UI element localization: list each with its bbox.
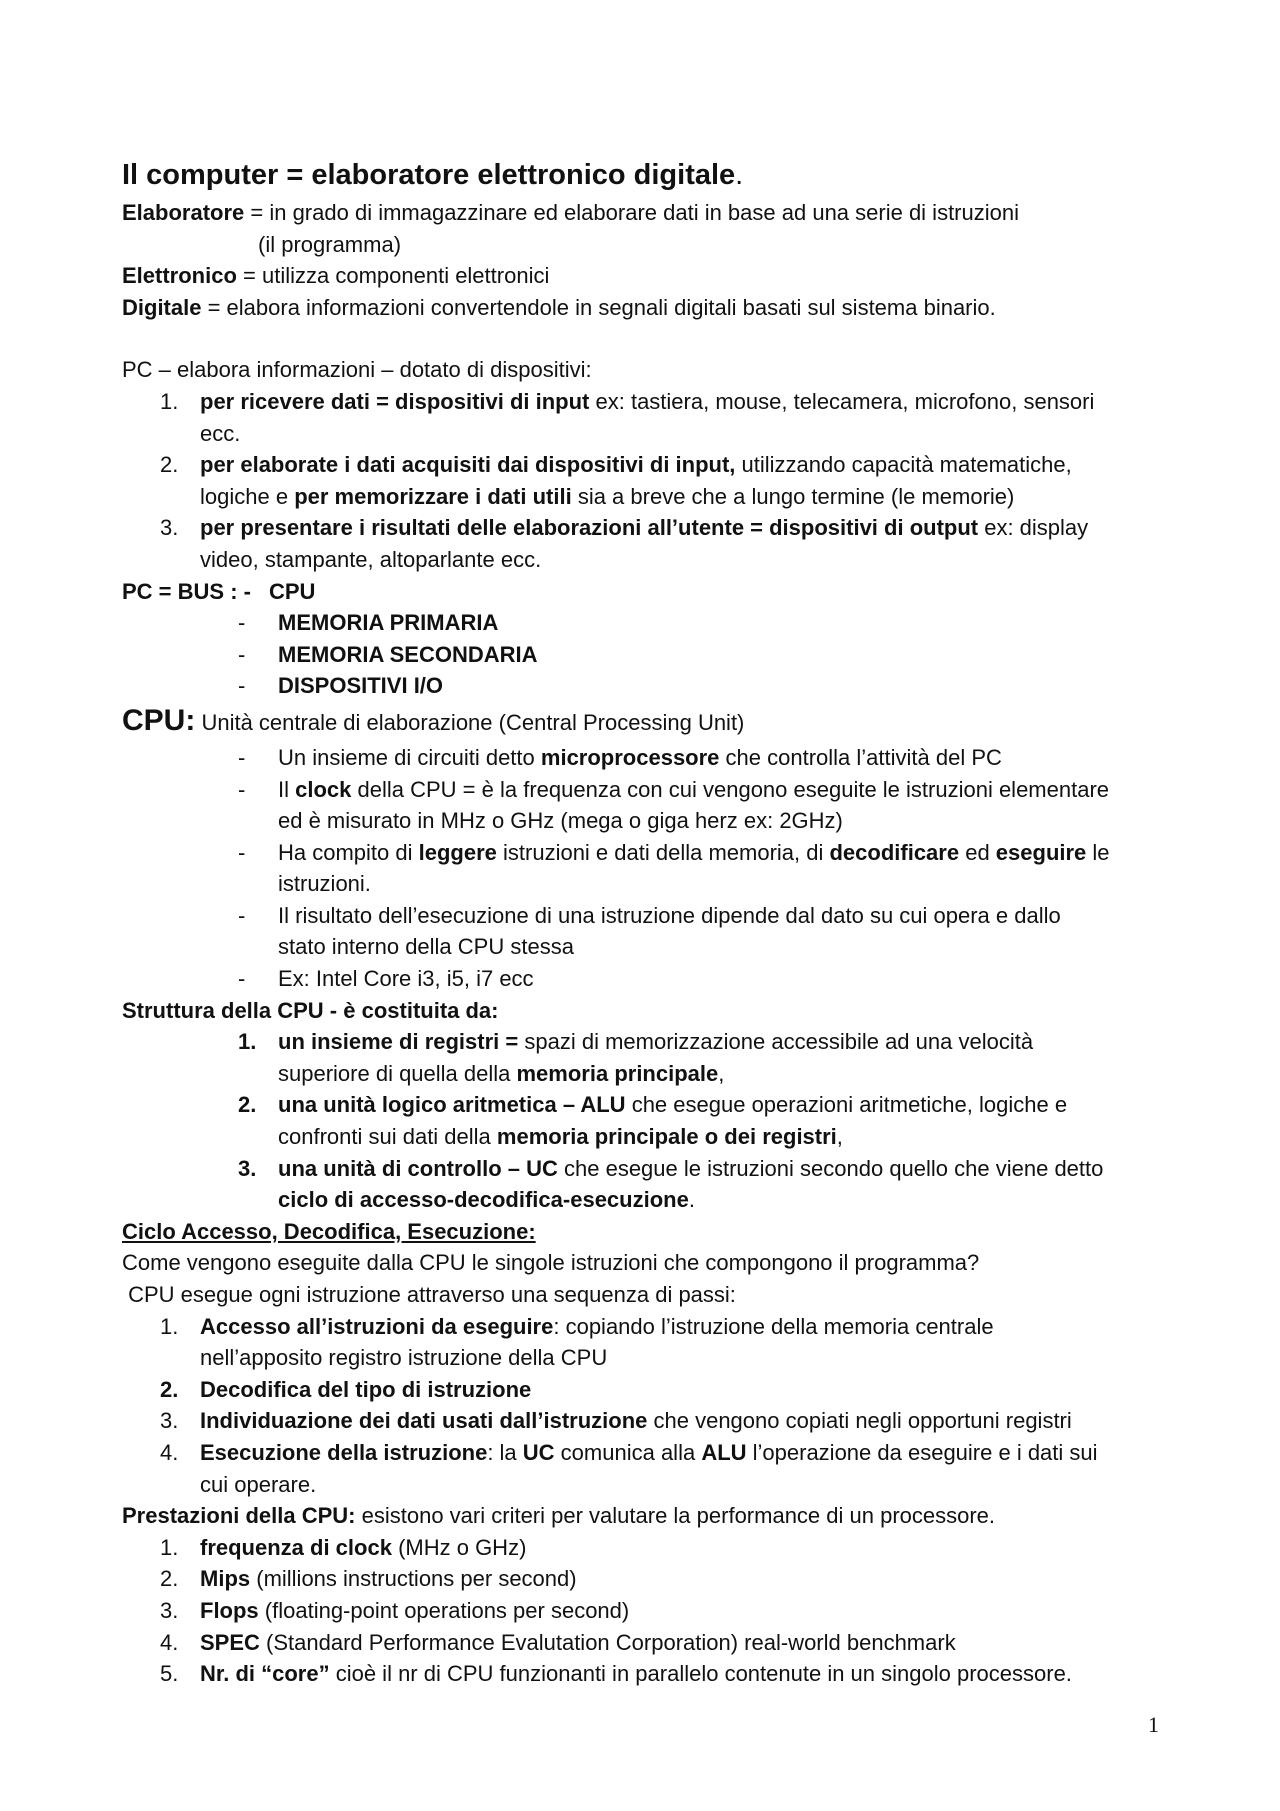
text-run: Mips [200,1566,251,1592]
text-run: per memorizzare i dati utili [294,483,572,509]
text-run: (MHz o GHz) [391,1534,527,1560]
document-body [122,155,1182,1690]
page-title [122,155,1182,195]
list-item [122,1532,1182,1564]
prestazioni-list [122,1532,1182,1690]
list-number: 1. [160,388,179,414]
ciclo-intro: CPU esegue ogni istruzione attraverso una sequenza di passi: [122,1282,736,1307]
text-run: che esegue operazioni aritmetiche, logiche e [625,1092,1068,1118]
bus-item: DISPOSITIVI I/O [278,673,444,699]
cpu-list [122,742,1182,995]
definition-elettronico [122,260,1182,292]
text-run: frequenza di clock [200,1534,392,1560]
list-item [122,1658,1182,1690]
text-run: ecc. [200,420,241,446]
list-item [122,1026,1182,1058]
text-run: nell’apposito registro istruzione della CPU [200,1345,608,1371]
text-run: Ex: Intel Core i3, i5, i7 ecc [278,966,534,992]
text-run: ALU [701,1439,747,1465]
text-run: Il [278,776,296,802]
text-run: un insieme di registri = [278,1029,519,1055]
text-run: superiore di quella della [278,1060,517,1086]
list-item [122,1405,1182,1437]
text-run: per elaborate i dati acquisiti dai dispositivi di input, [200,452,736,478]
text-run: Individuazione dei dati usati dall’istruzione [200,1408,648,1434]
text-run: . [688,1187,695,1213]
dash-bullet: - [238,966,246,992]
text-run: sia a breve che a lungo termine (le memorie) [571,483,1015,509]
text-run: : la [487,1439,523,1465]
list-item-continuation [122,1342,1182,1374]
text-run: della CPU = è la frequenza con cui vengono eseguite le istruzioni elementare [351,776,1110,802]
prestazioni-label: Prestazioni della CPU: [122,1503,356,1529]
text-run: (Standard Performance Evalutation Corporation) real-world benchmark [259,1629,956,1655]
dash-bullet: - [238,673,246,699]
list-number: 1. [160,1313,179,1339]
dash-item [122,774,1182,806]
title-period: . [735,159,744,191]
definition-text: = utilizza componenti elettronici [236,263,550,289]
definition-term: Digitale [122,294,202,320]
ciclo-list [122,1311,1182,1501]
bus-item: CPU [268,578,316,604]
pc-device-list [122,386,1182,576]
dash-item-continuation [122,805,1182,837]
list-item-continuation [122,1058,1182,1090]
list-item [122,386,1182,418]
text-run: logiche e [200,483,295,509]
text-run: istruzioni. [278,871,371,897]
text-run: cioè il nr di CPU funzionanti in parallelo contenute in un singolo processore. [329,1661,1072,1687]
cpu-heading-label: CPU: [122,703,196,737]
text-run: confronti sui dati della [278,1124,497,1150]
text-run: clock [295,776,352,802]
pc-intro: PC – elabora informazioni – dotato di dispositivi: [122,357,592,383]
dash-bullet: - [238,641,246,667]
dash-item-continuation [122,868,1182,900]
dash-bullet: - [238,744,246,770]
list-item [122,1437,1182,1469]
list-number: 1. [160,1534,179,1560]
definition-term: Elaboratore [122,200,245,225]
prestazioni-text: esistono vari criteri per valutare la performance di un processore. [355,1503,996,1529]
list-item-continuation [122,544,1182,576]
definition-term: Elettronico [122,263,237,289]
list-item [122,1374,1182,1406]
list-number: 4. [160,1629,179,1655]
text-run: Un insieme di circuiti detto [278,744,541,770]
text-run: eseguire [995,839,1087,865]
text-run: che esegue le istruzioni secondo quello che viene detto [557,1155,1104,1181]
definition-text: = elabora informazioni convertendole in segnali digitali basati sul sistema binario. [201,294,996,320]
bus-item: MEMORIA PRIMARIA [278,610,499,636]
text-run: stato interno della CPU stessa [278,934,574,960]
list-number: 2. [160,1566,179,1592]
text-run: Nr. di “core” [200,1661,330,1687]
text-run: (floating-point operations per second) [258,1597,630,1623]
text-run: video, stampante, altoparlante ecc. [200,546,542,572]
list-item [122,1089,1182,1121]
struttura-heading: Struttura della CPU - è costituita da: [122,997,499,1023]
text-run: Il risultato dell’esecuzione di una istruzione dipende dal dato su cui opera e dallo [278,902,1061,928]
list-item-continuation [122,1184,1182,1216]
text-run: decodificare [829,839,960,865]
text-run: Ha compito di [278,839,419,865]
text-run: Accesso all’istruzioni da eseguire [200,1313,554,1339]
list-number: 3. [160,515,179,541]
dash-item [122,670,1182,702]
bus-item: MEMORIA SECONDARIA [278,641,538,667]
text-run: Esecuzione della istruzione [200,1439,488,1465]
definition-text: (il programma) [258,231,402,257]
text-run: comunica alla [554,1439,702,1465]
ciclo-heading: Ciclo Accesso, Decodifica, Esecuzione: [122,1218,536,1244]
list-item-continuation [122,1469,1182,1501]
text-run: : copiando l’istruzione della memoria centrale [553,1313,994,1339]
list-item [122,1595,1182,1627]
cpu-heading-text: Unità centrale di elaborazione (Central Processing Unit) [195,709,745,735]
text-run: una unità logico aritmetica – ALU [278,1092,626,1118]
text-run: cui operare. [200,1471,317,1497]
list-item [122,449,1182,481]
list-item-continuation [122,418,1182,450]
list-item [122,1311,1182,1343]
text-run: (millions instructions per second) [250,1566,577,1592]
title-text: Il computer = elaboratore elettronico digitale [122,159,736,191]
text-run: una unità di controllo – UC [278,1155,558,1181]
page-number: 1 [1148,1712,1159,1737]
dash-item [122,607,1182,639]
definition-elaboratore-cont [122,229,1182,261]
text-run: per ricevere dati = dispositivi di input [200,388,590,414]
text-run: le [1086,839,1110,865]
dash-item [122,837,1182,869]
text-run: microprocessore [540,744,720,770]
dash-item [122,963,1182,995]
text-run: spazi di memorizzazione accessibile ad una velocità [518,1029,1034,1055]
dash-bullet: - [238,610,246,636]
text-run: , [718,1060,725,1086]
list-number: 2. [238,1092,257,1118]
list-item-continuation [122,481,1182,513]
struttura-list [122,1026,1182,1216]
ciclo-question: Come vengono eseguite dalla CPU le singole istruzioni che compongono il programma? [122,1250,980,1276]
text-run: ed [959,839,996,865]
text-run: ex: display [978,515,1089,541]
text-run: Flops [200,1597,259,1623]
text-run: istruzioni e dati della memoria, di [496,839,830,865]
dash-item [122,639,1182,671]
text-run: che vengono copiati negli opportuni registri [647,1408,1072,1434]
list-item-continuation [122,1121,1182,1153]
definition-digitale [122,292,1182,324]
text-run: che controlla l’attività del PC [719,744,1002,770]
text-run: memoria principale [516,1060,719,1086]
text-run: , [836,1124,843,1150]
bus-line [122,576,1182,608]
dash-item [122,742,1182,774]
text-run: Decodifica del tipo di istruzione [200,1376,532,1402]
list-number: 4. [160,1439,179,1465]
list-item [122,1153,1182,1185]
text-run: l’operazione da eseguire e i dati sui [746,1439,1098,1465]
text-run: SPEC [200,1629,260,1655]
bus-list [122,607,1182,702]
prestazioni-heading [122,1500,1182,1532]
text-run: ex: tastiera, mouse, telecamera, microfono, sensori [589,388,1095,414]
list-number: 3. [160,1408,179,1434]
list-number: 5. [160,1661,179,1687]
list-number: 3. [238,1155,257,1181]
list-number: 2. [160,452,179,478]
dash-item-continuation [122,931,1182,963]
definition-elaboratore [122,197,1182,229]
definition-text: = in grado di immagazzinare ed elaborare dati in base ad una serie di istruzioni [244,200,1019,225]
text-run: ciclo di accesso-decodifica-esecuzione [278,1187,689,1213]
dash-bullet: - [238,776,246,802]
list-number: 1. [238,1029,257,1055]
list-number: 3. [160,1597,179,1623]
text-run: utilizzando capacità matematiche, [735,452,1072,478]
dash-bullet: - [238,839,246,865]
text-run: UC [522,1439,555,1465]
dash-bullet: - [238,902,246,928]
text-run: memoria principale o dei registri [496,1124,837,1150]
list-number: 2. [160,1376,179,1402]
bus-label: PC = BUS : - [122,578,251,604]
list-item [122,1627,1182,1659]
text-run: leggere [418,839,497,865]
text-run: ed è misurato in MHz o GHz (mega o giga herz ex: 2GHz) [278,808,843,834]
cpu-heading [122,702,1182,742]
text-run: per presentare i risultati delle elaborazioni all’utente = dispositivi di output [200,515,979,541]
list-item [122,512,1182,544]
list-item [122,1563,1182,1595]
dash-item [122,900,1182,932]
